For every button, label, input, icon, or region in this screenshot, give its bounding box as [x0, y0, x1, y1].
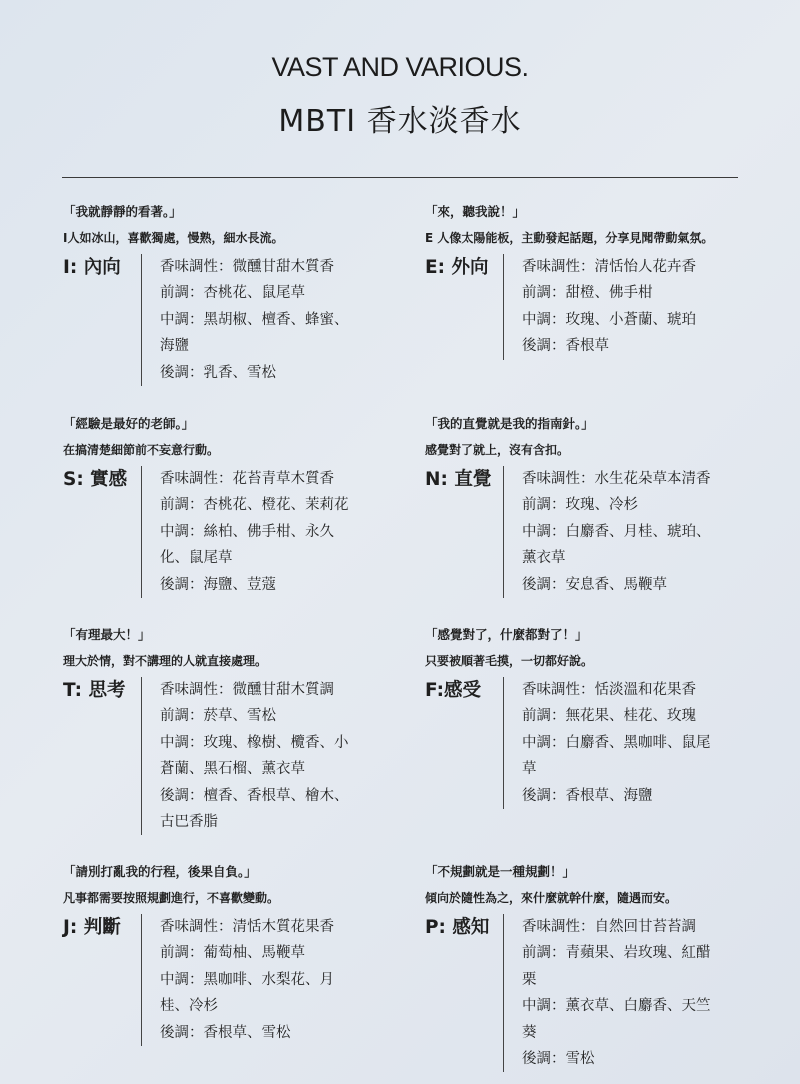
section-introvert — [63, 204, 403, 386]
note-line: 前調：杏桃花、橙花、茉莉花 — [160, 497, 349, 514]
note-line: 中調：白麝香、黑咖啡、鼠尾 — [522, 734, 711, 751]
note-line: 前調：玫瑰、冷杉 — [522, 497, 638, 514]
note-line: 香味調性：恬淡溫和花果香 — [522, 682, 696, 698]
section-quote: 「我的直覺就是我的指南針。」 — [425, 416, 594, 431]
type-label: I: 內向 — [63, 257, 121, 278]
note-line: 薰衣草 — [522, 550, 566, 567]
type-label: F:感受 — [425, 680, 482, 701]
section-description: 傾向於隨性為之，來什麼就幹什麼，隨遇而安。 — [425, 891, 678, 905]
note-line: 前調：甜橙、佛手柑 — [522, 285, 653, 302]
note-line: 前調：無花果、桂花、玫瑰 — [522, 708, 696, 725]
section-description: 感覺對了就上，沒有含扣。 — [425, 443, 570, 457]
section-quote: 「來，聽我說！」 — [425, 204, 526, 219]
note-line: 中調：絲柏、佛手柑、永久 — [160, 523, 334, 540]
scent-notes — [503, 254, 795, 360]
note-line: 中調：薰衣草、白麝香、天竺 — [522, 998, 711, 1015]
scent-notes — [503, 466, 795, 598]
section-description: 在搞清楚細節前不妄意行動。 — [63, 443, 220, 457]
scent-notes — [141, 914, 403, 1046]
title-chinese: MBTI 香水淡香水 — [278, 104, 522, 139]
section-description: 理大於情，對不講理的人就直接處理。 — [63, 654, 268, 668]
note-line: 草 — [522, 761, 537, 778]
section-feeling — [425, 627, 795, 809]
note-line: 香味調性：微醺甘甜木質香 — [160, 259, 334, 275]
section-description: I人如冰山，喜歡獨處，慢熟，細水長流。 — [63, 231, 284, 245]
note-line: 中調：白麝香、月桂、琥珀、 — [522, 523, 711, 540]
note-line: 中調：玫瑰、小蒼蘭、琥珀 — [522, 311, 696, 328]
note-line: 後調：海鹽、荳蔻 — [160, 576, 276, 593]
note-line: 前調：葡萄柚、馬鞭草 — [160, 945, 305, 962]
section-quote: 「請別打亂我的行程，後果自負。」 — [63, 864, 257, 879]
note-line: 中調：玫瑰、橡樹、欖香、小 — [160, 734, 349, 751]
note-line: 前調：杏桃花、鼠尾草 — [160, 285, 305, 302]
section-description: 只要被順著毛摸，一切都好說。 — [425, 654, 594, 668]
scent-notes — [141, 466, 403, 598]
note-line: 海鹽 — [160, 338, 189, 355]
type-label: P: 感知 — [425, 917, 490, 938]
note-line: 後調：香根草、海鹽 — [522, 787, 653, 804]
note-line: 栗 — [522, 971, 537, 988]
type-label: T: 思考 — [63, 680, 126, 701]
note-line: 後調：乳香、雪松 — [160, 364, 276, 381]
note-line: 香味調性：清恬怡人花卉香 — [522, 259, 696, 275]
note-line: 香味調性：花苔青草木質香 — [160, 471, 334, 487]
note-line: 化、鼠尾草 — [160, 550, 233, 567]
scent-notes — [141, 254, 403, 386]
note-line: 前調：青蘋果、岩玫瑰、紅醋 — [522, 945, 711, 962]
header-divider — [62, 177, 738, 178]
section-extrovert — [425, 204, 795, 360]
section-intuition — [425, 416, 795, 598]
type-label: E: 外向 — [425, 257, 489, 278]
section-quote: 「有理最大！」 — [63, 627, 151, 642]
note-line: 後調：香根草、雪松 — [160, 1024, 291, 1041]
note-line: 香味調性：微醺甘甜木質調 — [160, 682, 334, 698]
note-line: 後調：檀香、香根草、檜木、 — [160, 787, 349, 804]
section-thinking — [63, 627, 403, 835]
title-english: VAST AND VARIOUS. — [271, 52, 529, 82]
section-description: E 人像太陽能板，主動發起話題，分享見聞帶動氣氛。 — [425, 231, 714, 245]
section-perceiving — [425, 864, 795, 1072]
section-quote: 「感覺對了，什麼都對了！」 — [425, 627, 588, 642]
note-line: 中調：黑胡椒、檀香、蜂蜜、 — [160, 311, 349, 328]
type-label: J: 判斷 — [63, 917, 121, 938]
note-line: 後調：香根草 — [522, 338, 609, 355]
scent-notes — [503, 677, 795, 809]
type-label: N: 直覺 — [425, 469, 492, 490]
note-line: 前調：菸草、雪松 — [160, 708, 276, 725]
section-sensing — [63, 416, 403, 598]
section-quote: 「我就靜靜的看著。」 — [63, 204, 182, 219]
section-quote: 「不規劃就是一種規劃！」 — [425, 864, 576, 879]
note-line: 葵 — [522, 1024, 537, 1041]
note-line: 香味調性：自然回甘苔苔調 — [522, 919, 696, 935]
section-description: 凡事都需要按照規劃進行，不喜歡變動。 — [63, 891, 280, 905]
note-line: 後調：安息香、馬鞭草 — [522, 576, 667, 593]
section-judging — [63, 864, 403, 1046]
note-line: 古巴香脂 — [160, 814, 218, 831]
note-line: 蒼蘭、黑石榴、薰衣草 — [160, 761, 305, 778]
note-line: 中調：黑咖啡、水梨花、月 — [160, 971, 334, 988]
note-line: 香味調性：水生花朵草本清香 — [522, 471, 711, 487]
note-line: 桂、冷杉 — [160, 998, 218, 1015]
note-line: 香味調性：清恬木質花果香 — [160, 919, 334, 935]
scent-notes — [503, 914, 795, 1072]
type-label: S: 實感 — [63, 469, 128, 490]
note-line: 後調：雪松 — [522, 1051, 595, 1068]
scent-notes — [141, 677, 403, 835]
section-quote: 「經驗是最好的老師。」 — [63, 416, 195, 431]
